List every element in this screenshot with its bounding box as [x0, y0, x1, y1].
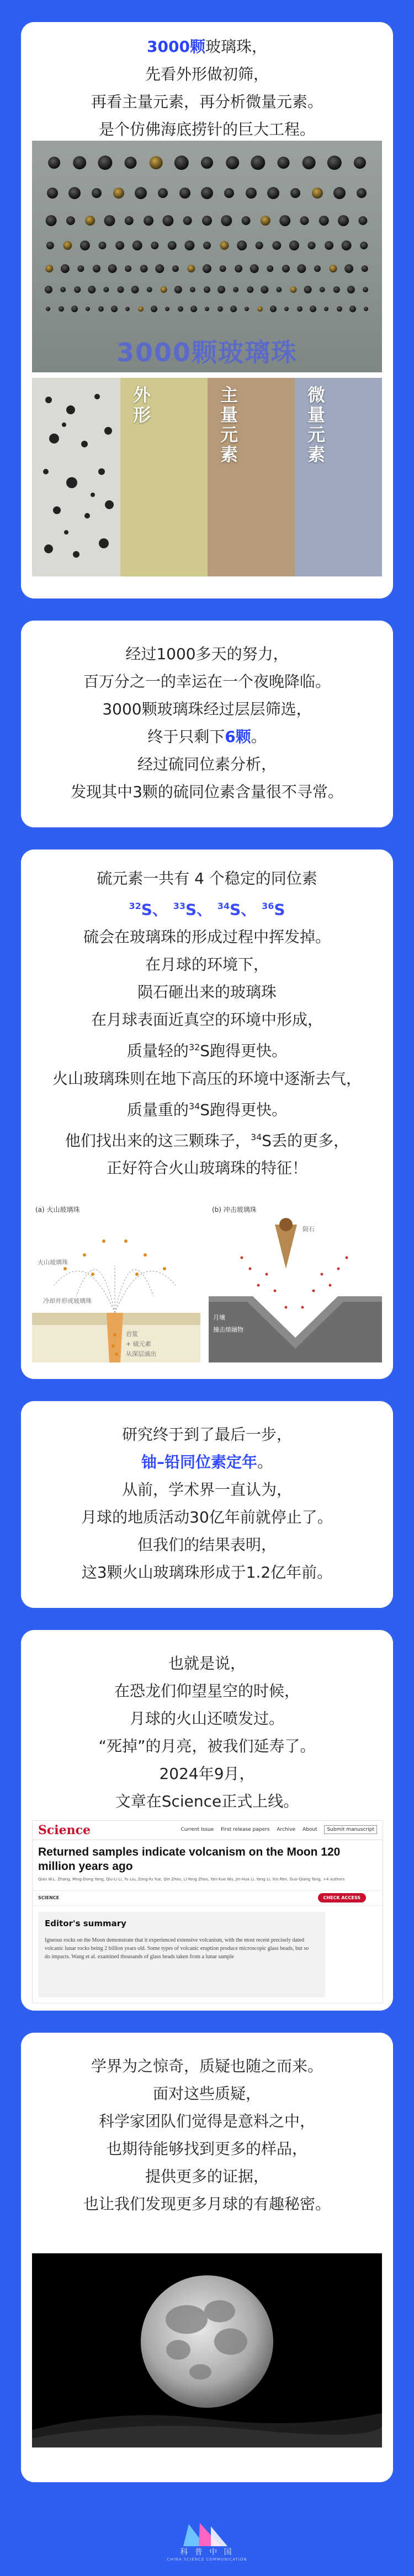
glass-bead [358, 216, 367, 225]
card-screening-result [21, 621, 393, 827]
bead-count-highlight: 3000颗 [147, 38, 205, 56]
isotope-list: $^{32}$S、 $^{33}$S、 $^{34}$S、 $^{36}$S [129, 900, 285, 919]
article-authors[interactable]: Qian W.L. Zhang, Ming-Dong Yang, Qiu-Li Li, Yu Liu, Zong-Yu Yue, Qin Zhou, Li-Yong Zhou, Yan-Xue Wu, Jin-Hua Li, Yang Li, Xin Ren, Guo-Qiang Tang, +4 authors [38, 1877, 345, 1882]
footer-title: 科 普 中 国 [180, 2548, 234, 2557]
glass-bead [330, 265, 337, 272]
glass-bead [314, 265, 321, 272]
glass-bead [113, 188, 124, 199]
glass-bead [174, 286, 182, 293]
glass-bead [333, 286, 340, 293]
glass-bead [338, 215, 349, 226]
glass-bead [267, 187, 279, 199]
glass-bead [190, 306, 197, 312]
glass-bead [125, 307, 130, 311]
panel-major [208, 378, 295, 576]
six-beads-highlight: 6颗 [225, 728, 251, 746]
dating-method-highlight: 铀–铅同位素定年 [141, 1453, 257, 1471]
glass-bead [300, 216, 309, 225]
nav-archive[interactable]: Archive [277, 1827, 296, 1832]
glass-bead [165, 307, 169, 311]
glass-bead [85, 216, 95, 226]
glass-bead [71, 306, 78, 312]
glass-bead [203, 264, 211, 273]
glass-bead [363, 287, 368, 292]
glass-bead [290, 286, 297, 293]
glass-bead [325, 241, 333, 250]
future-text: 学界为之惊奇，质疑也随之而来。 面对这些质疑， 科学家团队们觉得是意料之中， 也期待能够找到更多的样品， 提供更多的证据， 也让我们发现更多月球的有趣秘密。 [83, 2057, 331, 2213]
glass-bead [174, 156, 189, 170]
glass-bead [48, 157, 60, 169]
label-trace-elements: 微量元素 [305, 386, 326, 465]
footer-logo [0, 2519, 414, 2563]
glass-bead [86, 307, 90, 311]
glass-bead [261, 216, 270, 226]
glass-bead [247, 286, 253, 293]
glass-bead [245, 307, 249, 311]
isotope-text: 硫元素一共有 4 个稳定的同位素 $^{32}$S、 $^{33}$S、 $^{34}$S、 $^{36}$S 硫会在玻璃珠的形成过程中挥发掉。 在月球的环境下， 陨石砸出来的玻璃珠 在月球表面近真空的环境中形成， 质量轻的$^{32}$S跑得更快。 火山玻璃珠则在地下高压的环境中逐渐去气， 质量重的$^{34}$S跑得更快。 他们找出来的这三颗珠子，$^{34}$S丢的更多， 正好符合火山玻璃珠的特征！ [21, 865, 393, 1182]
glass-bead [77, 265, 84, 272]
glass-bead [320, 287, 325, 292]
glass-bead [272, 241, 281, 250]
glass-bead [297, 306, 302, 312]
glass-bead [364, 307, 368, 311]
glass-bead [68, 187, 81, 199]
nav-current-issue[interactable]: Current Issue [181, 1827, 214, 1832]
glass-bead [289, 241, 299, 250]
glass-bead [256, 242, 263, 249]
glass-bead [347, 286, 355, 293]
glass-bead [354, 157, 366, 169]
glass-bead [201, 157, 213, 169]
science-logo[interactable]: Science [38, 1823, 91, 1837]
glass-bead [246, 188, 257, 199]
glass-bead [187, 265, 195, 272]
editors-summary-box [38, 1912, 325, 1997]
glass-bead [237, 241, 247, 250]
glass-bead [220, 265, 226, 272]
glass-bead [46, 307, 50, 311]
science-tag: SCIENCE [38, 1895, 60, 1900]
glass-bead [162, 215, 173, 226]
glass-bead [125, 265, 131, 272]
glass-bead [344, 264, 353, 273]
glass-bead [125, 157, 137, 169]
glass-bead [184, 241, 194, 250]
glass-bead [261, 286, 268, 293]
glass-bead [92, 188, 102, 198]
diagram-impact-beads: (b) 冲击玻璃珠 陨石 月壤 撞击熔融物 [209, 1203, 382, 1362]
panel-trace [295, 378, 382, 576]
glass-bead [362, 265, 368, 272]
nav-submit[interactable]: Submit manuscript [324, 1825, 377, 1834]
glass-bead [66, 216, 75, 225]
glass-bead [125, 216, 134, 225]
glass-bead [115, 241, 124, 250]
nav-first-release[interactable]: First release papers [221, 1827, 270, 1832]
glass-bead [47, 188, 58, 199]
panel-outline [120, 378, 208, 576]
result-text: 经过1000多天的努力， 百万分之一的幸运在一个夜晚降临。 3000颗玻璃珠经过层层筛选， 终于只剩下6颗。 经过硫同位素分析， 发现其中3颗的硫同位素含量很不寻常。 [71, 645, 343, 801]
screening-panels [32, 378, 382, 576]
glass-bead [131, 286, 139, 293]
glass-bead [204, 286, 210, 293]
card-publication [21, 1630, 393, 2011]
glass-bead [282, 265, 290, 272]
glass-bead [221, 215, 232, 226]
glass-bead [290, 188, 300, 198]
glass-bead [297, 264, 306, 273]
glass-bead [74, 286, 81, 293]
glass-bead [242, 216, 251, 225]
glass-bead [155, 264, 164, 273]
publication-text: 也就是说， 在恐龙们仰望星空的时候， 月球的火山还喷发过。 “死掉”的月亮，被我们延寿了。 2024年9月， 文章在Science正式上线。 [98, 1654, 316, 1810]
glass-bead [327, 156, 342, 170]
glass-bead [251, 156, 265, 170]
glass-bead [46, 215, 57, 226]
glass-bead [103, 287, 109, 292]
glass-bead [220, 241, 229, 250]
glass-bead [278, 157, 290, 169]
card-future [21, 2033, 393, 2482]
science-article-screenshot [32, 1820, 383, 2003]
glass-bead [284, 307, 289, 311]
editors-summary-text: Igneous rocks on the Moon demonstrate that it experienced extensive volcanism, with the most recent precisely dated volcanic lunar rocks being 2 billion years old. Some types of volcanic eruption produce microscopic glass beads, but so do impacts. Wang et al. examined thousands of glass beads taken from a lunar sample [45, 1937, 309, 1960]
glass-bead [217, 286, 225, 293]
glass-bead [104, 215, 115, 226]
glass-bead [150, 156, 163, 169]
glass-bead [310, 306, 316, 312]
glass-bead [59, 306, 64, 312]
glass-bead [80, 241, 90, 250]
glass-bead [217, 306, 223, 312]
glass-bead [324, 307, 328, 311]
article-toolbar [33, 1890, 383, 1906]
glass-bead [312, 188, 323, 199]
card-sulfur-isotopes [21, 849, 393, 1379]
glass-bead [202, 216, 212, 226]
glass-bead [205, 307, 209, 311]
glass-bead [135, 187, 147, 199]
editors-summary-title: Editor's summary [45, 1918, 126, 1928]
glass-bead [183, 216, 192, 225]
glass-bead [357, 188, 367, 198]
glass-bead [308, 242, 316, 249]
science-nav [175, 1827, 377, 1832]
glass-beads-photo [32, 141, 382, 372]
glass-bead [98, 156, 112, 170]
nav-about[interactable]: About [302, 1827, 317, 1832]
glass-bead [172, 265, 179, 272]
glass-bead [111, 306, 118, 312]
diagram-a-title: (a) 火山玻璃珠 [35, 1206, 80, 1214]
glass-bead [302, 156, 316, 169]
glass-bead [360, 242, 368, 249]
glass-bead [144, 216, 153, 226]
glass-bead [151, 242, 158, 249]
glass-bead [178, 306, 183, 312]
glass-bead [276, 287, 282, 292]
glass-bead [267, 265, 273, 272]
label-shape: 外形 [130, 386, 151, 425]
glass-bead [190, 287, 195, 292]
glass-bead [161, 286, 167, 293]
glass-bead [158, 188, 168, 198]
glass-bead [279, 215, 290, 226]
glass-bead [108, 264, 117, 273]
glass-bead [319, 216, 329, 226]
glass-bead [98, 306, 104, 312]
glass-bead [201, 187, 213, 199]
glass-bead [168, 241, 177, 250]
glass-bead [224, 188, 234, 198]
card-beads-intro [21, 22, 393, 598]
beads-caption: 3000颗玻璃珠 [116, 338, 298, 367]
glass-bead [257, 306, 263, 312]
science-header [33, 1821, 383, 1840]
glass-bead [60, 287, 66, 292]
diagram-b-title: (b) 冲击玻璃珠 [212, 1206, 257, 1214]
label-major-elements: 主量元素 [217, 386, 238, 465]
intro-text: 3000颗玻璃珠， 先看外形做初筛， 再看主量元素，再分析微量元素。 是个仿佛海底捞针的巨大工程。 [91, 38, 323, 138]
glass-bead [337, 306, 342, 312]
diagram-volcanic-beads: (a) 火山玻璃珠 岩浆 冷却并形成玻璃珠 + 硫元素 从深层涌出 火山玻璃珠 [32, 1203, 200, 1362]
glass-bead [230, 306, 237, 312]
dating-text: 研究终于到了最后一步， 铀–铅同位素定年。 从前，学术界一直认为， 月球的地质活动30亿年前就停止了。 但我们的结果表明， 这3颗火山玻璃珠形成于1.2亿年前。 [81, 1425, 333, 1581]
glass-bead [250, 264, 259, 273]
glass-bead [138, 306, 144, 312]
glass-bead [304, 286, 312, 293]
glass-bead [88, 286, 95, 293]
glass-bead [45, 265, 53, 272]
glass-bead [147, 287, 152, 292]
glass-bead [45, 286, 52, 293]
glass-bead [140, 265, 148, 272]
panel-shape [32, 378, 120, 576]
glass-bead [118, 286, 124, 293]
footer-subtitle: CHINA SCIENCE COMMUNICATION [167, 2557, 247, 2562]
moon-photo [32, 2253, 382, 2447]
glass-bead [61, 264, 70, 273]
glass-bead [270, 306, 277, 312]
glass-bead [349, 306, 356, 312]
glass-bead [93, 265, 100, 272]
glass-bead [203, 242, 211, 249]
glass-bead [342, 241, 352, 250]
glass-bead [132, 241, 142, 250]
glass-bead [99, 242, 107, 249]
glass-bead [235, 265, 242, 272]
glass-bead [46, 242, 54, 249]
glass-bead [226, 156, 239, 169]
glass-bead [179, 188, 190, 199]
glass-bead [73, 156, 86, 169]
glass-bead [333, 187, 346, 199]
glass-bead [63, 241, 72, 250]
card-uranium-lead-dating [21, 1401, 393, 1608]
article-headline: Returned samples indicate volcanism on the Moon 120 million years ago [38, 1846, 341, 1873]
glass-bead [151, 306, 157, 312]
glass-bead [233, 287, 238, 292]
check-access-button[interactable]: CHECK ACCESS [318, 1893, 366, 1902]
